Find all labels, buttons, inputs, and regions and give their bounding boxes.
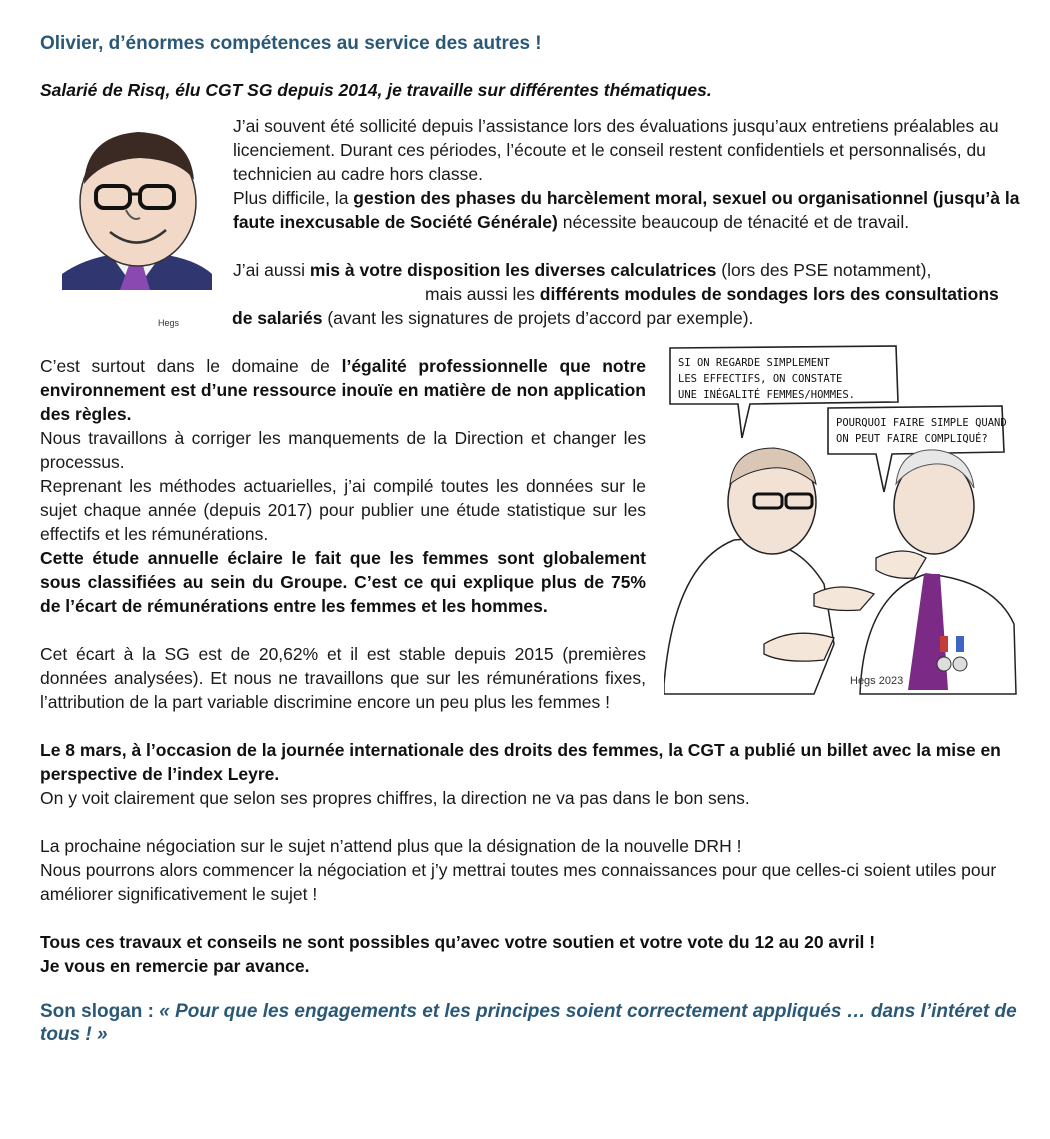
slogan bbox=[40, 1000, 1020, 1046]
paragraph-egalite bbox=[40, 354, 646, 618]
bold-text: différents modules de sondages lors des consultations de salariés bbox=[232, 284, 999, 328]
article bbox=[40, 30, 1020, 1046]
portrait-signature: Hegs bbox=[158, 318, 180, 328]
portrait-caricature bbox=[40, 114, 232, 330]
equality-text bbox=[40, 354, 646, 714]
text: Nous travaillons à corriger les manquements de la Direction et changer les processus. bbox=[40, 428, 646, 472]
bold-text: Le 8 mars, à l’occasion de la journée internationale des droits des femmes, la CGT a publié un billet avec la mise en perspective de l’index Leyre. bbox=[40, 740, 1001, 784]
equality-section bbox=[40, 354, 1020, 714]
text: Plus difficile, la bbox=[233, 188, 354, 208]
subtitle: Salarié de Risq, élu CGT SG depuis 2014, je travaille sur différentes thématiques. bbox=[40, 80, 712, 100]
text: (lors des PSE notamment), bbox=[716, 260, 932, 280]
bubble-2: POURQUOI FAIRE SIMPLE QUAND ON PEUT FAIRE COMPLIQUÉ? bbox=[836, 417, 1007, 445]
text: Reprenant les méthodes actuarielles, j’ai compilé toutes les données sur le sujet chaque année (depuis 2017) pour publier une étude statistique sur les effectifs et les rémunérations. bbox=[40, 476, 646, 544]
text: On y voit clairement que selon ses propres chiffres, la direction ne va pas dans le bon sens. bbox=[40, 788, 750, 808]
paragraph-vote bbox=[40, 930, 1020, 978]
bold-text: Je vous en remercie par avance. bbox=[40, 956, 310, 976]
bold-text: gestion des phases du harcèlement moral, sexuel ou organisationnel (jusqu’à la faute inexcusable de Société Générale) bbox=[233, 188, 1020, 232]
bold-text: Cette étude annuelle éclaire le fait que les femmes sont globalement sous classifiées au sein du Groupe. C’est ce qui explique plus de 75% de l’écart de rémunérations entre les femmes et les hommes. bbox=[40, 548, 646, 616]
slogan-label: Son slogan : bbox=[40, 1001, 160, 1022]
text: J’ai aussi bbox=[233, 260, 310, 280]
text: C’est surtout dans le domaine de bbox=[40, 356, 342, 376]
page-title: Olivier, d’énormes compétences au service des autres ! bbox=[40, 33, 542, 54]
bubble-1: SI ON REGARDE SIMPLEMENT LES EFFECTIFS, ON CONSTATE UNE INÉGALITÉ FEMMES/HOMMES. bbox=[678, 357, 856, 401]
paragraph-ecart: Cet écart à la SG est de 20,62% et il est stable depuis 2015 (premières données analysées). Et nous ne travaillons que sur les rémunérations fixes, l’attribution de la part variable discrimine encore un peu plus les femmes ! bbox=[40, 644, 646, 712]
text: (avant les signatures de projets d’accord par exemple). bbox=[322, 308, 754, 328]
paragraph-negociation bbox=[40, 834, 1020, 906]
text: nécessite beaucoup de ténacité et de travail. bbox=[557, 212, 910, 232]
paragraph-assistance bbox=[233, 114, 1020, 234]
bold-text: Tous ces travaux et conseils ne sont possibles qu’avec votre soutien et votre vote du 12 au 20 avril ! bbox=[40, 932, 876, 952]
text: mais aussi les bbox=[425, 284, 540, 304]
slogan-quote: « Pour que les engagements et les principes soient correctement appliqués … dans l’intéret de tous ! » bbox=[40, 1001, 1017, 1045]
bold-text: l’égalité professionnelle que notre environnement est d’une ressource inouïe en matière de non application des règles. bbox=[40, 356, 646, 424]
text: La prochaine négociation sur le sujet n’attend plus que la désignation de la nouvelle DRH ! bbox=[40, 836, 742, 856]
paragraph-8-mars bbox=[40, 738, 1020, 810]
text: J’ai souvent été sollicité depuis l’assistance lors des évaluations jusqu’aux entretiens préalables au licenciement. Durant ces périodes, l’écoute et le conseil restent confidentiels et personnalisés, du technicien au cadre hors classe. bbox=[233, 116, 999, 184]
bold-text: mis à votre disposition les diverses calculatrices bbox=[309, 260, 717, 280]
intro-block bbox=[40, 114, 1020, 330]
paragraph-calculatrices bbox=[233, 258, 1020, 282]
cartoon-illustration bbox=[664, 344, 1020, 696]
cartoon-signature: Hegs 2023 bbox=[850, 675, 904, 687]
text: Nous pourrons alors commencer la négociation et j’y mettrai toutes mes connaissances pour que celles-ci soient utiles pour améliorer significativement le sujet ! bbox=[40, 860, 997, 904]
